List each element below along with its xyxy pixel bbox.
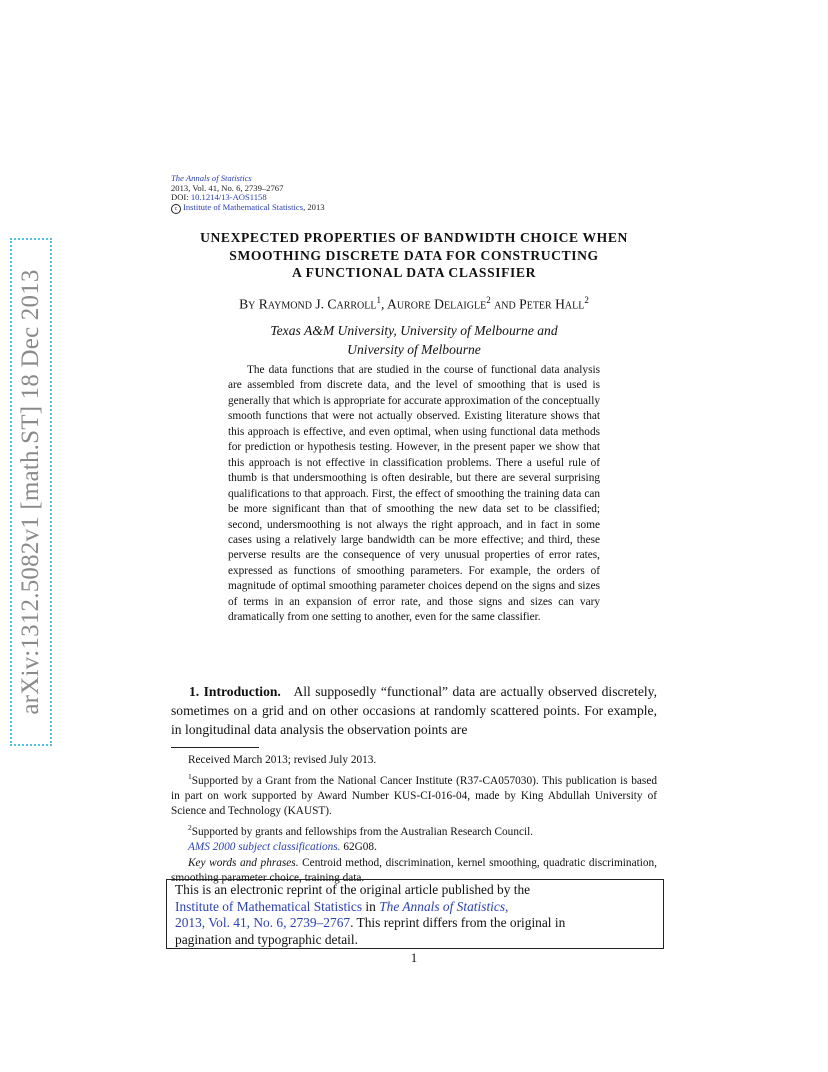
affiliation-line: University of Melbourne [347, 341, 481, 357]
author-name: Aurore Delaigle [387, 296, 487, 312]
affiliation-line: Texas A&M University, University of Melbourne and [270, 323, 558, 338]
footnote-mark: 1 [188, 771, 192, 781]
footnote-rule [171, 747, 259, 748]
copyright-icon: c [171, 204, 181, 214]
author-separator: and [490, 296, 520, 312]
affiliation [200, 322, 628, 359]
footnote-2 [171, 820, 657, 840]
paper-title [150, 229, 678, 282]
keywords-label: Key words and phrases. [188, 856, 299, 869]
footnote-text: Supported by grants and fellowships from the Australian Research Council. [191, 825, 534, 838]
section-text: All supposedly “functional” data are actually observed discretely, sometimes on a grid and on other occasions at randomly scattered points. For example, in longitudinal data analysis the observation points are [171, 684, 657, 737]
reprint-text: in [362, 898, 380, 914]
title-line: UNEXPECTED PROPERTIES OF BANDWIDTH CHOICE WHEN [200, 230, 628, 245]
authors-line [150, 295, 678, 313]
author-separator: , [381, 296, 388, 312]
page-number: 1 [410, 951, 418, 965]
issue-link[interactable]: 2013, Vol. 41, No. 6, 2739–2767 [175, 915, 351, 931]
doi-prefix: DOI: [171, 192, 191, 203]
journal-header [171, 174, 325, 214]
publisher-link[interactable]: Institute of Mathematical Statistics [175, 898, 363, 914]
journal-name-link[interactable]: The Annals of Statistics [171, 173, 252, 183]
footnote-1 [171, 769, 657, 820]
publisher-link[interactable]: Institute of Mathematical Statistics [183, 201, 304, 212]
reprint-text: . This reprint differs from the original in [350, 915, 566, 931]
introduction-section [171, 682, 657, 739]
title-line: SMOOTHING DISCRETE DATA FOR CONSTRUCTING [229, 247, 599, 263]
ams-classification-link[interactable]: AMS 2000 subject classifications. [188, 841, 341, 854]
doi-link[interactable]: 10.1214/13-AOS1158 [190, 192, 267, 203]
reprint-line: This is an electronic reprint of the original article published by the [175, 882, 531, 897]
arxiv-stamp [10, 238, 52, 746]
author-name: Peter Hall [519, 296, 585, 312]
section-heading: 1. Introduction. [189, 684, 281, 699]
author-name: Raymond J. Carroll [258, 296, 377, 312]
author-footnote-mark: 2 [584, 295, 589, 305]
journal-link[interactable]: The Annals of Statistics [379, 898, 506, 914]
reprint-notice-box [166, 879, 664, 949]
footnote-mark: 2 [188, 822, 192, 832]
reprint-line: pagination and typographic detail. [175, 932, 358, 948]
arxiv-stamp-text: arXiv:1312.5082v1 [math.ST] 18 Dec 2013 [17, 269, 44, 715]
footnotes [171, 753, 657, 887]
abstract: The data functions that are studied in the course of functional data analysis are assembled from discrete data, and the level of smoothing that is used is generally that which is appropriate for accurate approximation of the conceptually smooth functions that were not actually observed. Existing literature shows that this approach is effective, and even optimal, when using functional data methods for prediction or hypothesis testing. However, in the present paper we show that this approach is not effective in classification problems. There a useful rule of thumb is that undersmoothing is often desirable, but there are several surprising qualifications to that approach. First, the effect of smoothing the training data can be more significant than that of smoothing the new data set to be classified; second, undersmoothing is not always the right approach, and in fact in some cases using a relatively large bandwidth can be more effective; and third, these perverse results are the consequence of very unusual properties of error rates, expressed as functions of smoothing parameters. For example, the orders of magnitude of optimal smoothing parameter choices depend on the signs and sizes of terms in an expansion of error rate, and those signs and sizes can vary dramatically from one setting to another, even for the same classifier. [228, 364, 600, 624]
received-note: Received March 2013; revised July 2013. [188, 754, 377, 766]
author-footnote-mark: 2 [486, 295, 491, 305]
ams-classification [171, 840, 657, 856]
journal-issue: 2013, Vol. 41, No. 6, 2739–2767 [171, 182, 284, 193]
footnote-text: Supported by a Grant from the National Cancer Institute (R37-CA057030). This publication is based in part on work supported by Award Number KUS-CI-016-04, made by King Abdullah University of Science and Technology (KAUST). [171, 774, 657, 818]
ams-value: 62G08. [340, 841, 377, 854]
keywords-value: Centroid method, discrimination, kernel smoothing, quadratic discrimination, smoothing parameter choice, training data. [171, 856, 657, 885]
by-label: By [239, 296, 259, 312]
copyright-year: , 2013 [303, 201, 325, 212]
author-footnote-mark: 1 [376, 295, 381, 305]
title-line: A FUNCTIONAL DATA CLASSIFIER [291, 265, 537, 280]
reprint-comma: , [505, 898, 509, 914]
